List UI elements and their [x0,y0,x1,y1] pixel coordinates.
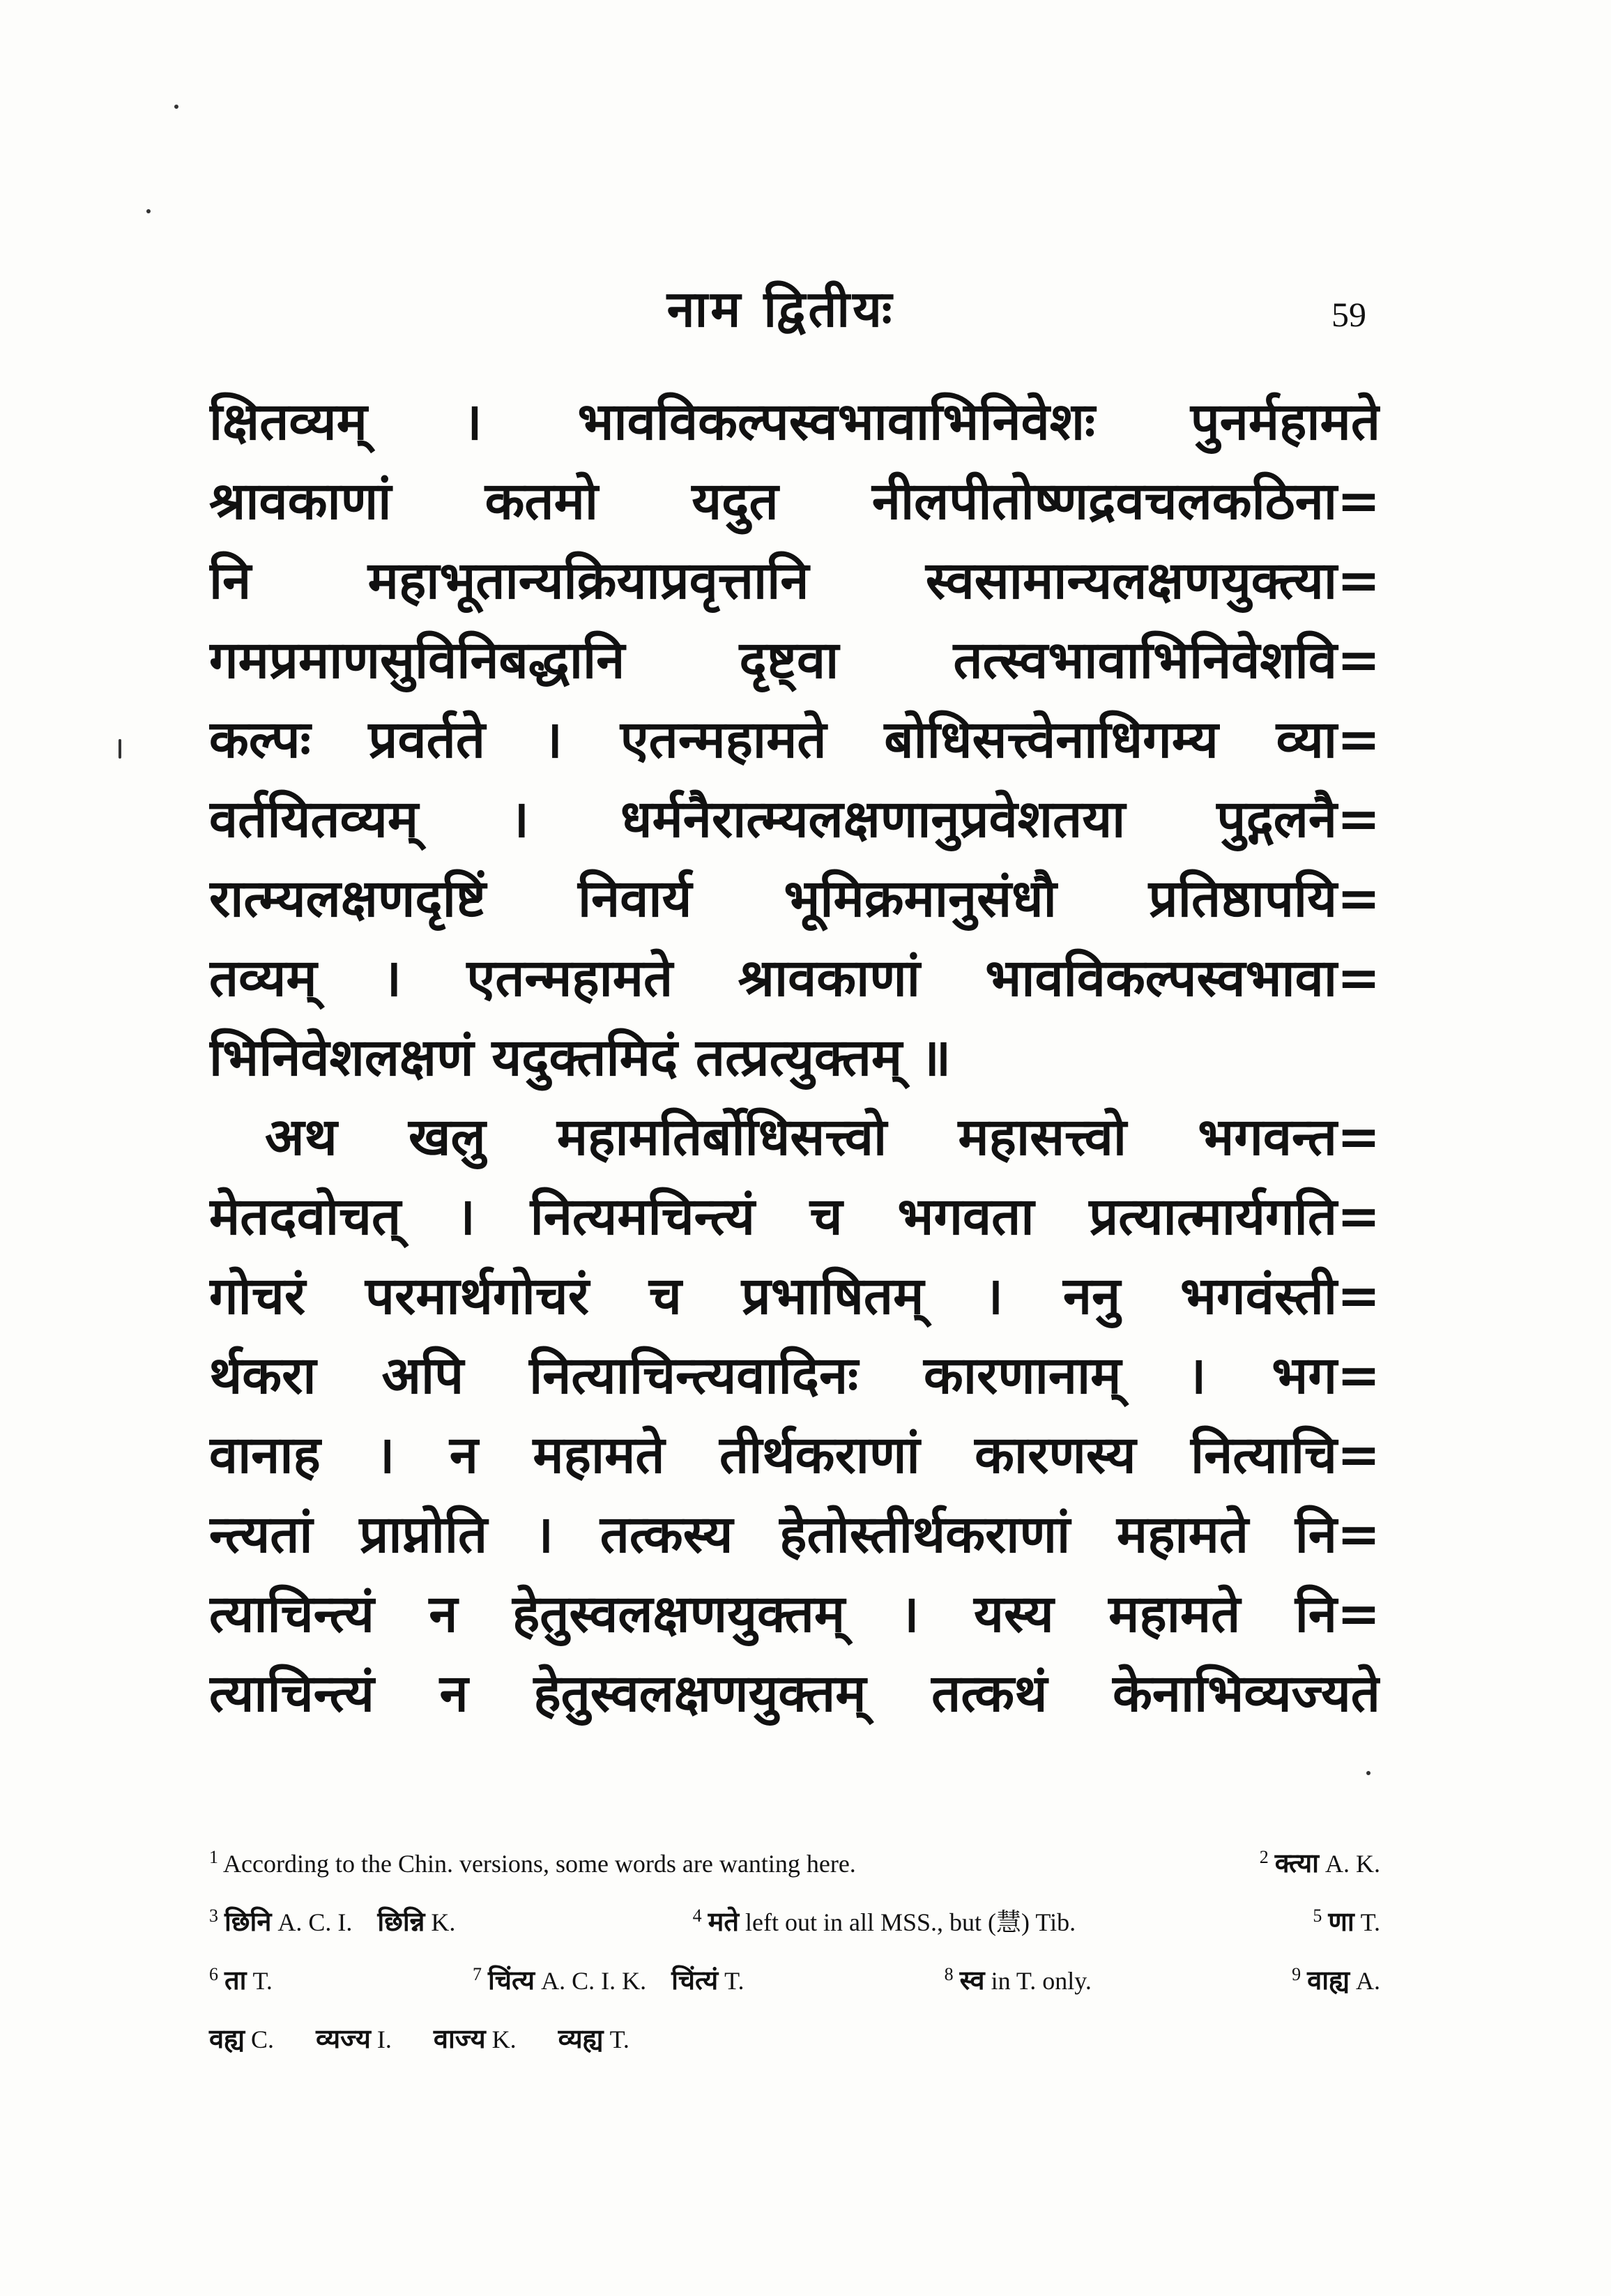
text-line: अथ खलु महामतिर्बोधिसत्त्वो महासत्त्वो भगवन्त= [265,1107,1380,1167]
text-line: त्याचिन्त्यं न हेतुस्वलक्षणयुक्तम् । यस्य महामते नि= [209,1584,1380,1644]
text-line: कल्पः प्रवर्तते । एतन्महामते बोधिसत्त्वेनाधिगम्य व्या= [209,710,1380,770]
text-line: भिनिवेशलक्षणं यदुक्तमिदं तत्प्रत्युक्तम् ॥ [209,1028,952,1088]
footnote-6: $^6$ ता T. [209,1964,273,1995]
footnote-5: $^5$ णा T. [1313,1906,1380,1937]
text-line: रात्म्यलक्षणदृष्टिं निवार्य भूमिक्रमानुसंधौ प्रतिष्ठापयि= [209,869,1380,929]
footnote-9-variant: वाज्य K. [433,2023,517,2054]
footnote-9-variant: वह्य C. [209,2023,275,2054]
footnote-1: $^1$ According to the Chin. versions, some words are wanting here. [209,1847,856,1878]
text-line: तव्यम् । एतन्महामते श्रावकाणां भावविकल्पस्वभावा= [209,948,1380,1008]
footnote-9-variant: व्यज्य I. [316,2023,392,2054]
footnote-8: $^8$ स्व in T. only. [944,1964,1092,1995]
text-line: त्याचिन्त्यं न हेतुस्वलक्षणयुक्तम् तत्कथं केनाभिव्यज्यते [209,1664,1380,1724]
text-line: श्रावकाणां कतमो यदुत नीलपीतोष्णद्रवचलकठिना= [209,471,1380,531]
main-text [209,382,1380,1733]
footnote-row [209,2009,1380,2068]
text-line: क्षितव्यम् । भावविकल्पस्वभावाभिनिवेशः पुनर्महामते [209,392,1380,452]
text-line: गोचरं परमार्थगोचरं च प्रभाषितम् । ननु भगवंस्ती= [209,1266,1380,1326]
footnote-row [209,1951,1380,2009]
text-line: र्थकरा अपि नित्याचिन्त्यवादिनः कारणानाम् । भग= [209,1346,1380,1406]
text-line: मेतदवोचत् । नित्यमचिन्त्यं च भगवता प्रत्यात्मार्यगति= [209,1187,1380,1247]
footnote-row [209,1892,1380,1951]
speck [174,105,178,109]
text-line: गमप्रमाणसुविनिबद्धानि दृष्ट्वा तत्स्वभावाभिनिवेशवि= [209,630,1380,690]
footnote-row [209,1834,1380,1892]
footnote-9-variant: व्यह्य T. [558,2023,629,2054]
speck [1366,1771,1371,1775]
footnotes [209,1834,1380,2068]
speck [146,209,151,213]
running-head: नाम द्वितीयः [666,279,895,338]
footnote-3: $^3$ छिनि A. C. I. छिन्नि K. [209,1906,456,1937]
footnote-2: $^2$ क्त्या A. K. [1259,1847,1380,1878]
text-line: न्त्यतां प्राप्नोति । तत्कस्य हेतोस्तीर्थकराणां महामते नि= [209,1505,1380,1565]
footnote-9: $^9$ वाह्य A. [1292,1964,1380,1995]
page-header [195,273,1366,357]
footnote-4: $^4$ मते left out in all MSS., but (慧) Tib. [692,1906,1076,1937]
footnote-7: $^7$ चिंत्य A. C. I. K. चिंत्यं T. [473,1964,745,1995]
page-number: 59 [1331,295,1366,334]
text-line: नि महाभूतान्यक्रियाप्रवृत्तानि स्वसामान्यलक्षणयुक्त्या= [209,551,1380,611]
text-line: वानाह । न महामते तीर्थकराणां कारणस्य नित्याचि= [209,1425,1380,1485]
text-line: वर्तयितव्यम् । धर्मनैरात्म्यलक्षणानुप्रवेशतया पुद्गलनै= [209,789,1380,849]
speck [119,739,121,759]
